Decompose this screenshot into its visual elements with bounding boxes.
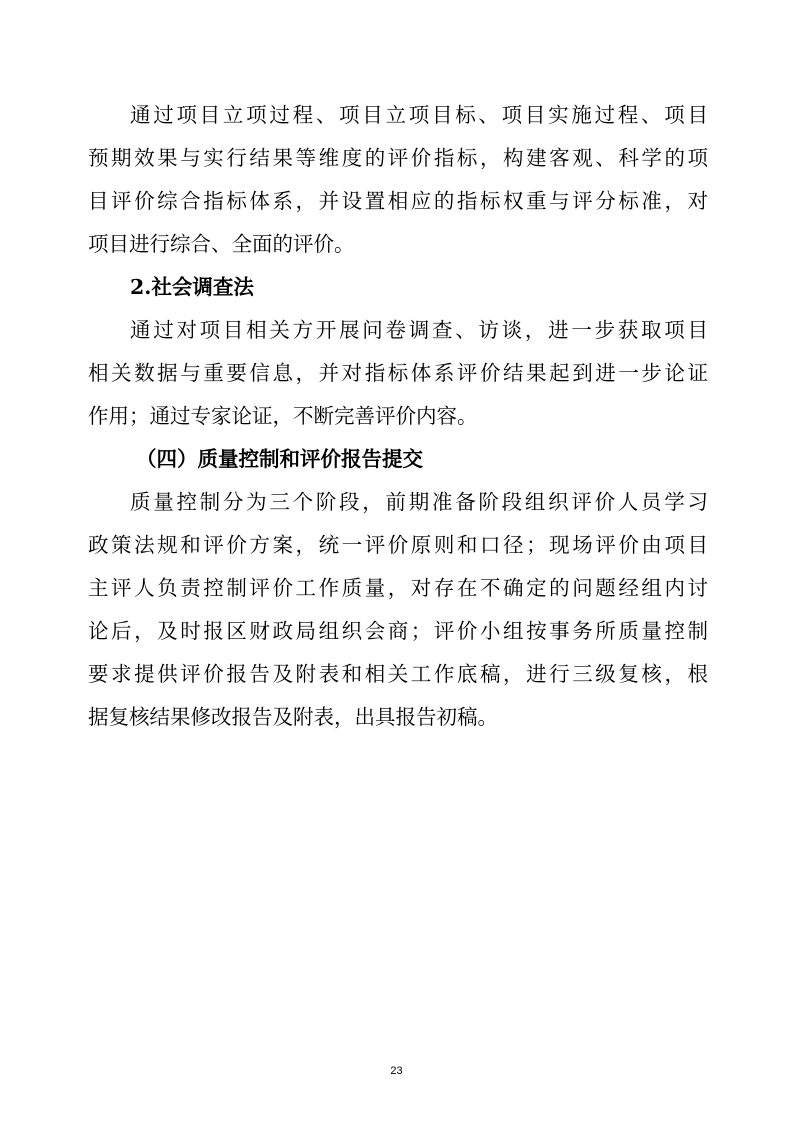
page-number: 23 (390, 1065, 403, 1077)
paragraph-line: 作用；通过专家论证，不断完善评价内容。 (88, 404, 478, 428)
paragraph-line: 质量控制分为三个阶段，前期准备阶段组织评价人员学习 (130, 490, 708, 514)
paragraph-line: 通过项目立项过程、项目立项目标、项目实施过程、项目 (130, 103, 708, 127)
paragraph-line: 据复核结果修改报告及附表，出具报告初稿。 (88, 705, 498, 729)
paragraph-line: 相关数据与重要信息，并对指标体系评价结果起到进一步论证 (88, 361, 708, 385)
paragraph-line: 政策法规和评价方案，统一评价原则和口径；现场评价由项目 (88, 533, 708, 557)
paragraph-line: 项目进行综合、全面的评价。 (88, 232, 355, 256)
section-heading: 2.社会调查法 (130, 275, 254, 299)
paragraph-line: 主评人负责控制评价工作质量，对存在不确定的问题经组内讨 (88, 576, 708, 600)
section-heading: （四）质量控制和评价报告提交 (136, 447, 423, 471)
paragraph-line: 论后，及时报区财政局组织会商；评价小组按事务所质量控制 (88, 619, 708, 643)
paragraph-line: 要求提供评价报告及附表和相关工作底稿，进行三级复核，根 (88, 662, 708, 686)
paragraph-line: 目评价综合指标体系，并设置相应的指标权重与评分标准，对 (88, 189, 708, 213)
paragraph-line: 预期效果与实行结果等维度的评价指标，构建客观、科学的项 (88, 146, 708, 170)
paragraph-line: 通过对项目相关方开展问卷调查、访谈，进一步获取项目 (130, 318, 708, 342)
